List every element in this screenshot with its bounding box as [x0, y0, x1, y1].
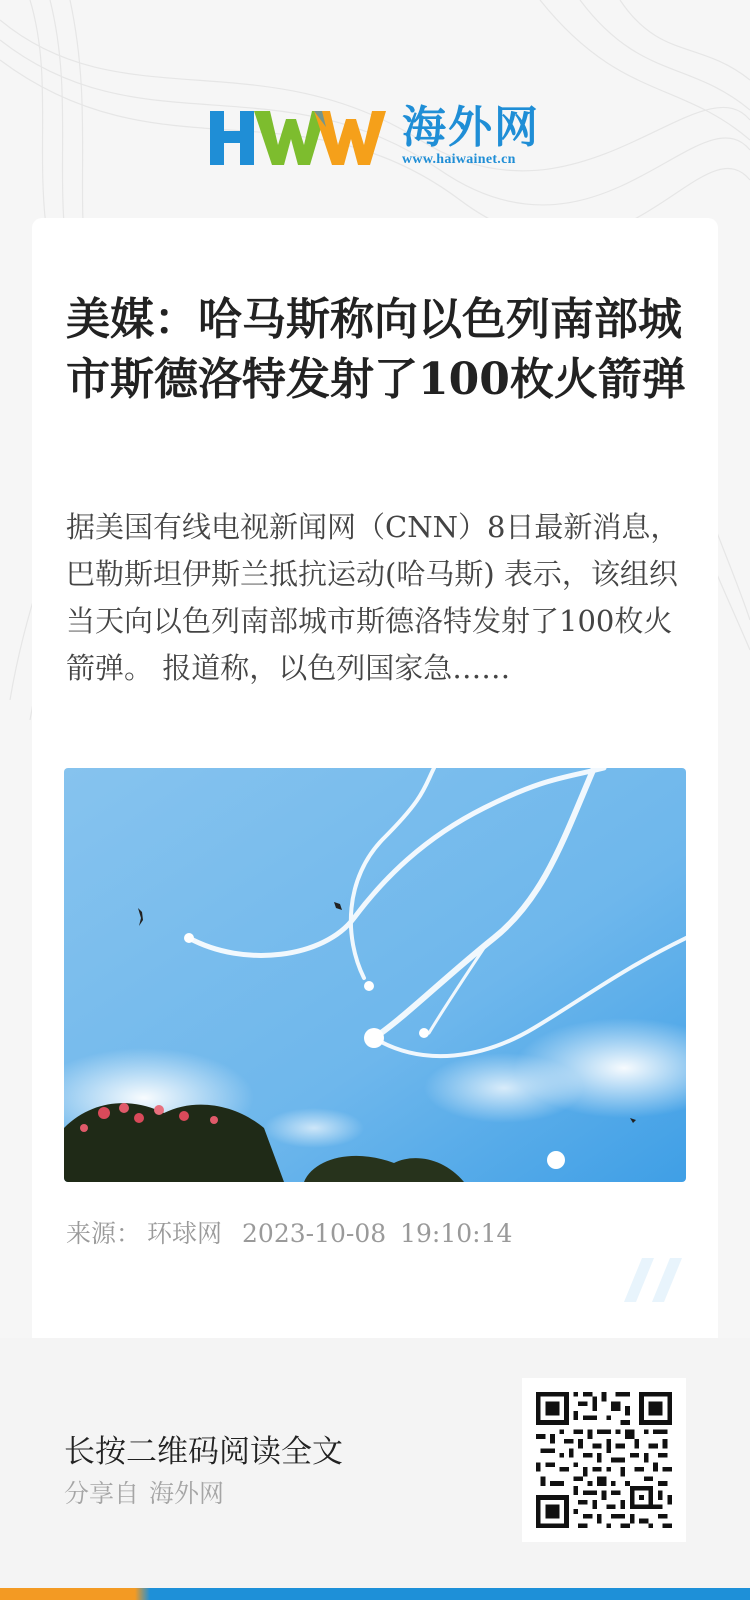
logo-text — [402, 104, 540, 168]
hww-logo[interactable] — [210, 102, 386, 170]
article-photo — [64, 768, 686, 1182]
article-card — [32, 218, 718, 1348]
logo-url: www.haiwainet.cn — [402, 152, 516, 167]
share-source — [64, 1474, 234, 1510]
source-label: 来源： — [66, 1219, 142, 1248]
qr-code-icon — [536, 1392, 672, 1528]
share-footer — [0, 1338, 750, 1588]
source-name[interactable]: 环球网 — [147, 1219, 223, 1248]
hww-logo-mark-icon — [210, 105, 386, 167]
publish-date: 2023-10-08 — [242, 1219, 387, 1248]
read-full-text-prompt: 长按二维码阅读全文 — [64, 1434, 343, 1470]
article-meta — [66, 1214, 532, 1250]
qr-code[interactable] — [522, 1378, 686, 1542]
site-header — [0, 96, 750, 176]
publish-time: 19:10:14 — [400, 1219, 513, 1248]
logo-chinese-name: 海外网 — [402, 102, 540, 153]
slash-decoration-icon — [624, 1258, 684, 1302]
share-site-name: 海外网 — [149, 1479, 225, 1508]
share-prefix: 分享自 — [64, 1479, 140, 1508]
article-summary: 据美国有线电视新闻网（CNN）8日最新消息，巴勒斯坦伊斯兰抵抗运动(哈马斯) 表示，该组织当天向以色列南部城市斯德洛特发射了100枚火箭弹。 报道称，以色列国家急…… — [66, 510, 680, 685]
rocket-sky-image — [64, 768, 686, 1182]
article-title: 美媒：哈马斯称向以色列南部城市斯德洛特发射了100枚火箭弹 — [66, 294, 686, 405]
brand-color-bar — [0, 1588, 750, 1600]
